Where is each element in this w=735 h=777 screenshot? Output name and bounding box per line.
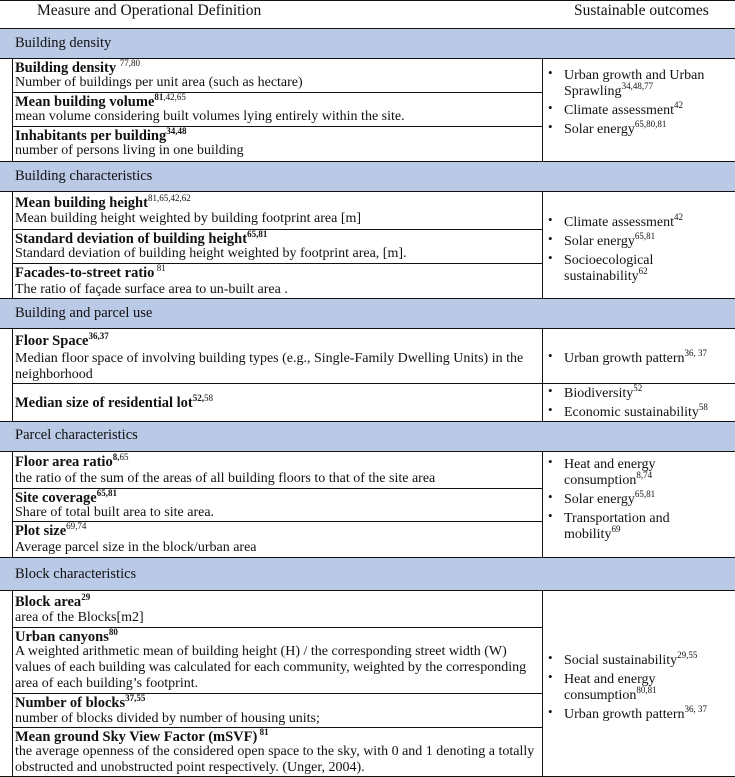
measure-refs: 65 [119, 452, 129, 462]
measure-name [15, 729, 269, 745]
measure-name [15, 695, 145, 711]
table-rule [12, 451, 13, 557]
outcome-item [548, 65, 728, 100]
outcome-item [548, 383, 728, 402]
outcome-text: Urban growth pattern [564, 351, 685, 366]
table-rule [0, 191, 735, 192]
outcome-text: Urban growth and Urban Sprawling [564, 68, 705, 99]
table-rule [12, 191, 13, 298]
outcome-refs: 36, 37 [684, 348, 708, 358]
outcome-item [548, 348, 728, 367]
outcome-refs: 80,81 [636, 685, 657, 695]
measure-refs: 69,74 [66, 521, 87, 531]
measure-name-text: Urban canyons [15, 629, 109, 645]
bullet-icon: • [548, 119, 553, 134]
section-title: Building and parcel use [15, 305, 153, 321]
outcome-text: Urban growth pattern [564, 707, 685, 722]
table-rule [0, 58, 735, 59]
measure-name [15, 395, 213, 411]
measure-name-text: Facades-to-street ratio [15, 265, 155, 281]
outcome-item [548, 454, 728, 489]
measure-name [15, 265, 166, 281]
measure-definition: Share of total built area to site area. [15, 505, 215, 520]
table-rule [12, 58, 13, 161]
measure-refs: 65,81 [96, 488, 117, 498]
measure-name [15, 231, 267, 247]
outcome-item [548, 119, 728, 138]
table-rule [0, 0, 735, 1]
outcome-refs: 36, 37 [684, 704, 708, 714]
measure-name-text: Floor area ratio [15, 454, 113, 470]
measure-definition: Average parcel size in the block/urban area [15, 540, 257, 555]
table-rule [0, 161, 735, 162]
measure-name-text: Mean ground Sky View Factor (mSVF) [15, 729, 258, 745]
measure-name [15, 490, 117, 506]
measure-name [15, 454, 128, 470]
measure-refs: 29 [81, 592, 91, 602]
section-title: Parcel characteristics [15, 427, 138, 443]
outcome-text: Climate assessment [564, 215, 675, 230]
bullet-icon: • [548, 669, 553, 684]
measure-definition: number of blocks divided by number of housing units; [15, 711, 320, 726]
outcomes-list [548, 65, 728, 141]
outcomes-list [548, 212, 728, 288]
outcome-refs: 65,80,81 [634, 119, 667, 129]
table-rule [12, 229, 542, 230]
table-rule [0, 298, 735, 299]
measure-refs: 58 [204, 393, 213, 403]
table-rule [0, 28, 735, 29]
bullet-icon: • [548, 454, 553, 469]
measure-definition: Median floor space of involving building types (e.g., Single-Family Dwelling Units) in the neighborhood [15, 351, 524, 382]
outcome-text: Solar energy [564, 234, 635, 249]
outcomes-column-header: Sustainable outcomes [574, 2, 709, 19]
outcome-text: Socioecological sustainability [564, 253, 654, 284]
table-rule [12, 590, 13, 777]
measure-refs: 52, [192, 393, 204, 403]
outcome-text: Heat and energy consumption [564, 672, 656, 703]
outcome-refs: 62 [638, 266, 648, 276]
table-rule [12, 727, 542, 728]
bullet-icon: • [548, 348, 553, 363]
section-title: Building density [15, 35, 112, 51]
outcome-refs: 58 [698, 402, 708, 412]
bullet-icon: • [548, 100, 553, 115]
outcomes-list [548, 383, 728, 424]
table-rule [0, 590, 735, 591]
measure-name-text: Plot size [15, 523, 67, 539]
section-title: Building characteristics [15, 168, 153, 184]
measure-definition: Mean building height weighted by building footprint area [m] [15, 211, 362, 226]
bullet-icon: • [548, 383, 553, 398]
section-title: Block characteristics [15, 566, 137, 582]
measure-refs: 36,37 [88, 331, 109, 341]
outcome-refs: 42 [674, 212, 684, 222]
outcome-text: Social sustainability [564, 653, 678, 668]
measure-name [15, 128, 187, 144]
table-rule [12, 263, 542, 264]
table-rule [12, 521, 542, 522]
outcome-item [548, 704, 728, 723]
measure-name-text: Block area [15, 594, 82, 610]
outcome-item [548, 508, 728, 543]
table-rule [12, 488, 542, 489]
outcome-text: Solar energy [564, 492, 635, 507]
measure-name-text: Median size of residential lot [15, 395, 193, 411]
bullet-icon: • [548, 508, 553, 523]
table-rule [12, 383, 735, 384]
outcome-refs: 42 [674, 100, 684, 110]
measure-refs: 65,81 [247, 229, 268, 239]
measure-definition: Number of buildings per unit area (such as hectare) [15, 75, 303, 90]
measure-refs: ,42,65 [163, 92, 186, 102]
outcome-item [548, 212, 728, 231]
table-rule [12, 328, 13, 421]
outcomes-list [548, 348, 728, 370]
bullet-icon: • [548, 489, 553, 504]
outcome-text: Economic sustainability [564, 405, 699, 420]
section-band [0, 28, 735, 58]
measure-name [15, 195, 191, 211]
measure-definition: Standard deviation of building height weighted by footprint area, [m]. [15, 246, 407, 261]
measure-name-text: Site coverage [15, 490, 97, 506]
outcome-refs: 65,81 [634, 231, 656, 241]
measure-name-text: Building density [15, 60, 117, 76]
bullet-icon: • [548, 250, 553, 265]
measure-refs: 77,80 [119, 58, 141, 68]
bullet-icon: • [548, 231, 553, 246]
outcome-item [548, 402, 728, 421]
outcome-refs: 65,81 [634, 489, 656, 499]
measure-name [15, 594, 90, 610]
bullet-icon: • [548, 704, 553, 719]
measure-definition: A weighted arithmetic mean of building height (H) / the corresponding street width (W) values of each building was calculated for each community, weighted by the corresponding area of each building’s footprint. [15, 644, 527, 691]
measure-refs: 80 [108, 627, 118, 637]
table-rule [12, 627, 542, 628]
bullet-icon: • [548, 402, 553, 417]
bullet-icon: • [548, 212, 553, 227]
measure-name [15, 629, 118, 645]
measure-definition: the average openness of the considered open space to the sky, with 0 and 1 denoting a totally obstructed and unobstructed point respectively. (Unger, 2004). [15, 744, 535, 775]
outcome-text: Transportation and mobility [564, 511, 670, 542]
measure-name-text: Number of blocks [15, 695, 126, 711]
outcome-text: Climate assessment [564, 103, 675, 118]
measure-refs: 34,48 [166, 126, 187, 136]
measure-refs: 81 [257, 727, 269, 737]
outcome-item [548, 250, 728, 285]
bullet-icon: • [548, 65, 553, 80]
measure-definition: The ratio of façade surface area to un-built area . [15, 282, 288, 297]
measure-name [15, 94, 186, 110]
measure-definition: number of persons living in one building [15, 143, 244, 158]
outcomes-list [548, 650, 728, 726]
measure-name-text: Floor Space [15, 333, 89, 349]
table-rule [12, 126, 542, 127]
table-rule [0, 557, 735, 558]
outcome-item [548, 669, 728, 704]
outcome-text: Biodiversity [564, 386, 634, 401]
bullet-icon: • [548, 650, 553, 665]
table-rule [12, 693, 542, 694]
outcome-text: Solar energy [564, 122, 635, 137]
measure-refs: 81 [154, 92, 164, 102]
section-band [0, 421, 735, 451]
measure-definition: area of the Blocks[m2] [15, 610, 144, 625]
table-rule [0, 328, 735, 329]
measure-name-text: Mean building volume [15, 94, 155, 110]
measure-definition: the ratio of the sum of the areas of all building floors to that of the site area [15, 471, 436, 486]
measure-column-header: Measure and Operational Definition [37, 2, 262, 19]
outcome-refs: 69 [611, 524, 621, 534]
measure-name-text: Mean building height [15, 195, 148, 211]
outcome-item [548, 100, 728, 119]
measure-refs: 37,55 [125, 693, 146, 703]
outcome-refs: 8,74 [636, 470, 653, 480]
measure-name [15, 333, 109, 349]
measure-refs: 8, [112, 452, 120, 462]
measure-name [15, 523, 86, 539]
outcome-item [548, 489, 728, 508]
outcome-refs: 52 [633, 383, 643, 393]
measure-name-text: Inhabitants per building [15, 128, 167, 144]
section-band [0, 557, 735, 590]
table-rule [12, 92, 542, 93]
section-band [0, 161, 735, 191]
outcome-text: Heat and energy consumption [564, 457, 656, 488]
outcome-refs: 29,55 [677, 650, 698, 660]
measure-name-text: Standard deviation of building height [15, 231, 248, 247]
measure-refs: 81,65,42,62 [147, 193, 191, 203]
outcome-item [548, 650, 728, 669]
table-rule [0, 451, 735, 452]
outcomes-list [548, 454, 728, 546]
outcome-item [548, 231, 728, 250]
measure-definition: mean volume considering built volumes lying entirely within the site. [15, 109, 405, 124]
outcome-refs: 34,48,77 [621, 81, 654, 91]
section-band [0, 298, 735, 328]
measure-refs: 81 [154, 263, 166, 273]
measure-name [15, 60, 140, 76]
